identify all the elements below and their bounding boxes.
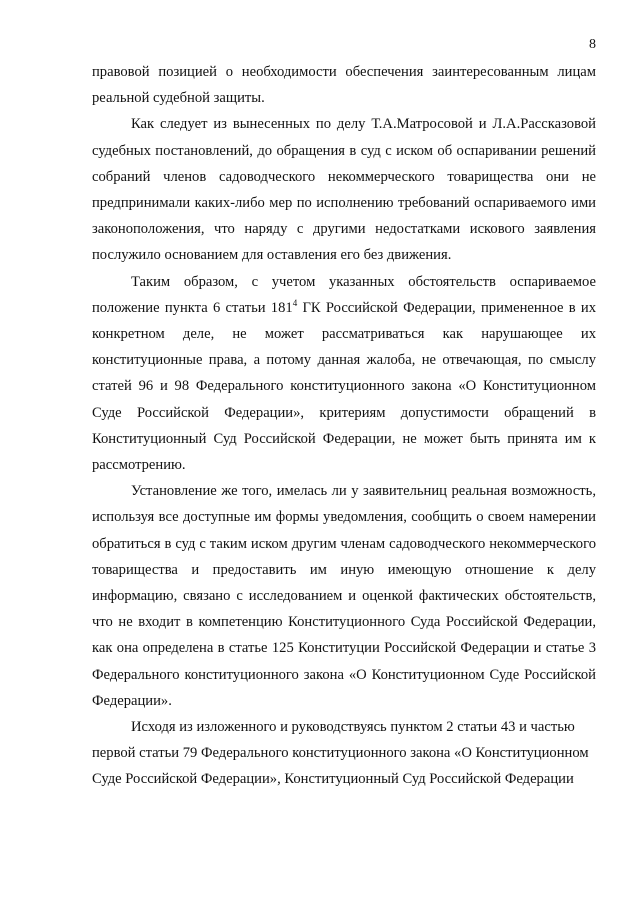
paragraph-2: Как следует из вынесенных по делу Т.А.Матросовой и Л.А.Рассказовой судебных постановлений, до обращения в суд с иском об оспаривании решений собраний членов садоводческого некоммерческого товарищества они не предпринимали каких-либо мер по исполнению требований оспариваемого ими законоположения, что наряду с другими недостатками искового заявления послужило основанием для оставления его без движения. — [92, 116, 596, 264]
paragraph-3-end: ГК Российской Федерации, примененное в их конкретном деле, не может рассматриваться как нарушающее их конституционные права, а потому данная жалоба, не отвечающая, по смыслу статей 96 и 98 Федерального конституционного закона «О Конституционном Суде Российской Федерации», критериям допустимости обращений в Конституционный Суд Российской Федерации, не может быть принята им к рассмотрению. — [92, 299, 596, 474]
article-superscript: 4 — [292, 297, 298, 308]
paragraph-1: правовой позицией о необходимости обеспечения заинтересованным лицам реальной судебной защиты. — [92, 64, 596, 107]
page-number: 8 — [589, 37, 596, 52]
paragraph-4: Установление же того, имелась ли у заявительниц реальная возможность, используя все доступные им формы уведомления, сообщить о своем намерении обратиться в суд с таким иском другим членам садоводческого некоммерческого товарищества и предоставить им иную имеющую отношение к делу информацию, связано с исследованием и оценкой фактических обстоятельств, что не входит в компетенцию Конституционного Суда Российской Федерации, как она определена в статье 125 Конституции Российской Федерации и статье 3 Федерального конституционного закона «О Конституционном Суде Российской Федерации». — [92, 483, 596, 709]
paragraph-3-start: Таким образом, с учетом указанных обстоятельств оспариваемое положение пункта 6 статьи 181 — [92, 273, 596, 316]
paragraph-3 — [92, 269, 596, 479]
document-body — [92, 59, 596, 793]
paragraph-5: Исходя из изложенного и руководствуясь пунктом 2 статьи 43 и частью первой статьи 79 Федерального конституционного закона «О Конституционном Суде Российской Федерации», Конституционный Суд Российской Федерации — [92, 719, 589, 788]
